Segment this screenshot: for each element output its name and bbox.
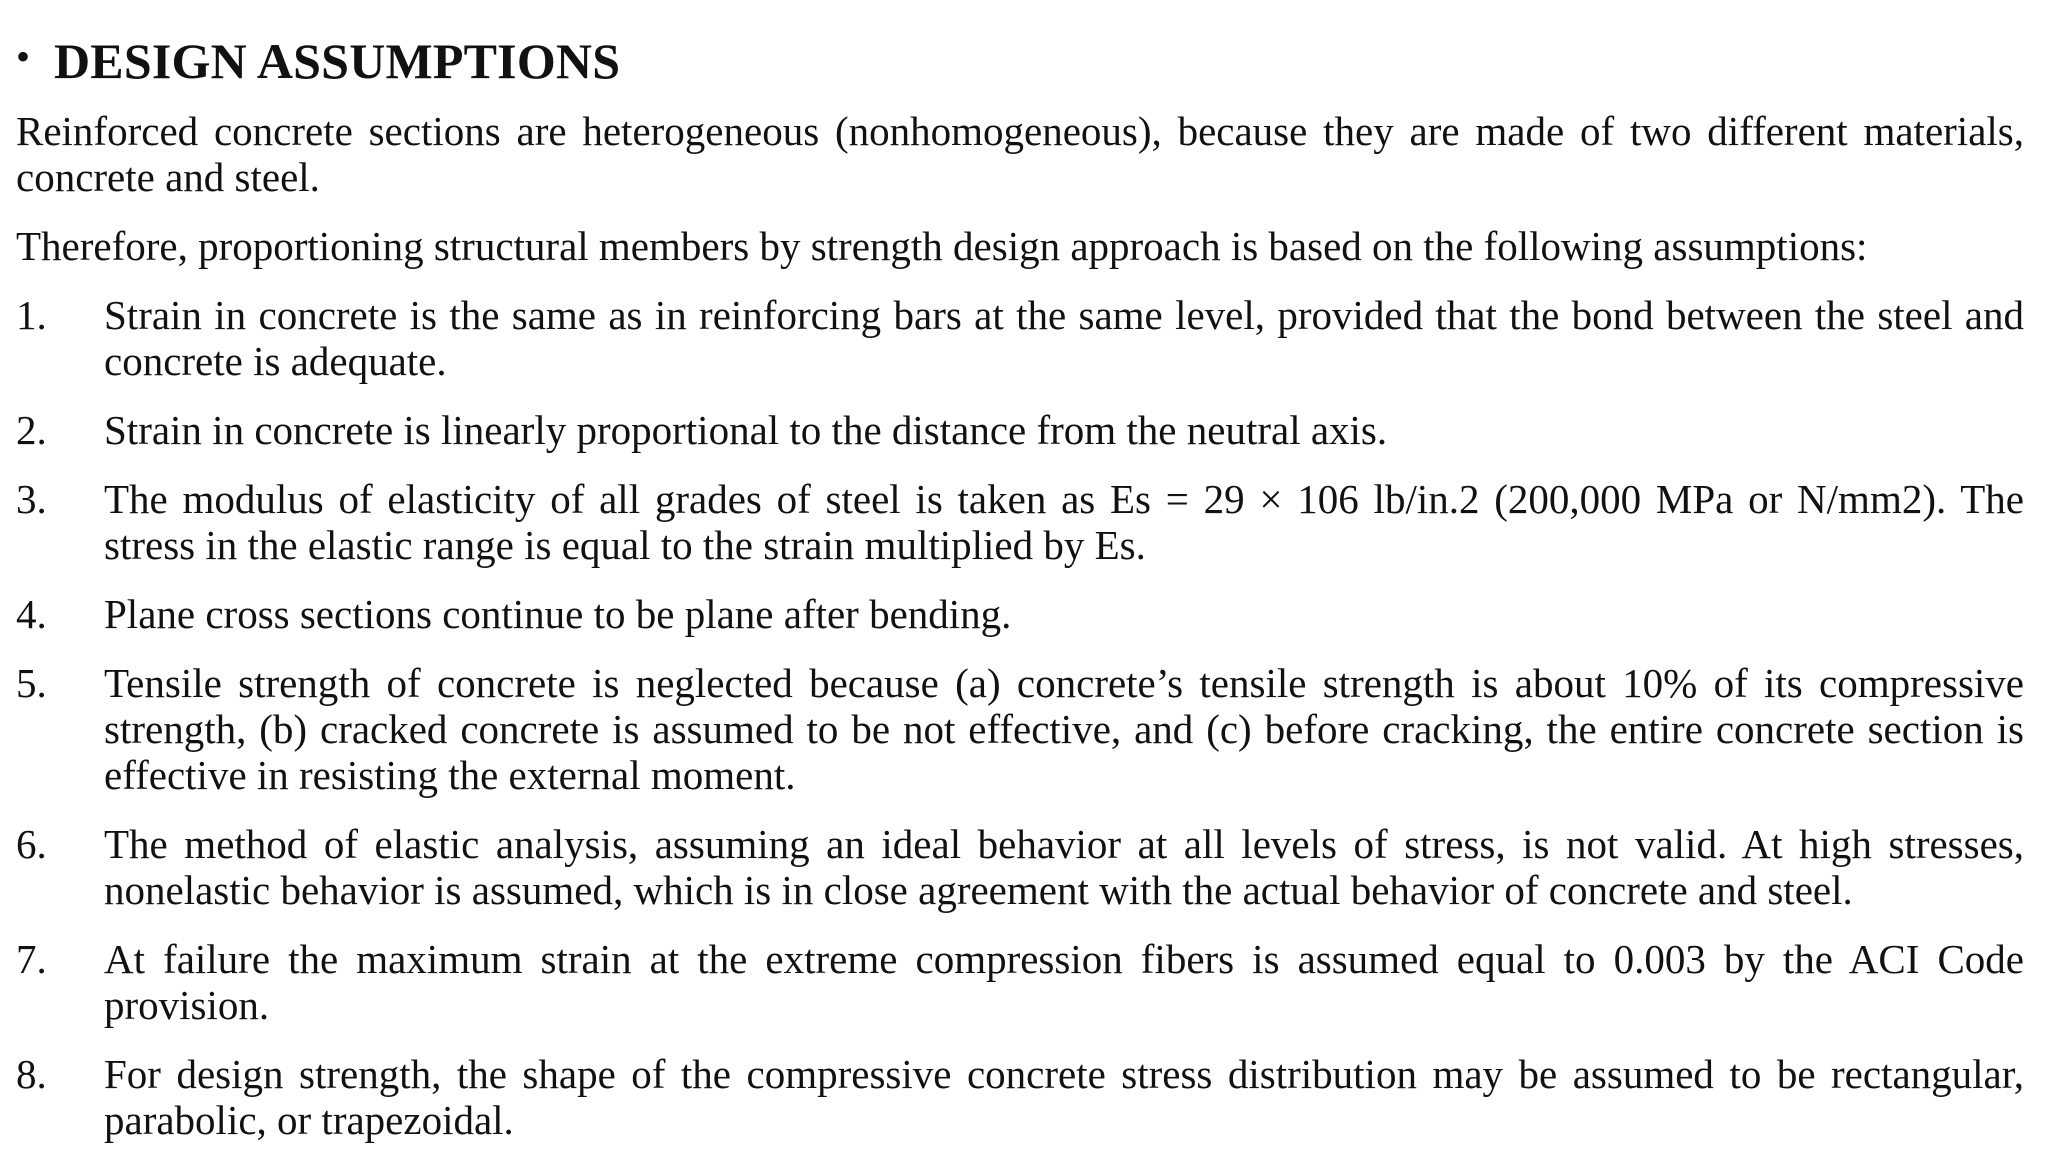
list-number: 5. [16, 660, 47, 706]
assumptions-list [16, 292, 2024, 1143]
list-item-text: The method of elastic analysis, assuming an ideal behavior at all levels of stress, is not valid. At high stresses, nonelastic behavior is assumed, which is in close agreement with the actual behavior of concrete and steel. [104, 821, 2024, 913]
intro-paragraph: Reinforced concrete sections are heterogeneous (nonhomogeneous), because they are made of two different materials, concrete and steel. [16, 108, 2024, 200]
list-item-text: Strain in concrete is linearly proportional to the distance from the neutral axis. [104, 407, 1388, 453]
list-number: 2. [16, 407, 47, 453]
list-item [16, 1051, 2024, 1143]
bullet-icon: • [16, 34, 31, 79]
list-item-text: For design strength, the shape of the compressive concrete stress distribution may be assumed to be rectangular, parabolic, or trapezoidal. [104, 1051, 2024, 1143]
heading-row [16, 30, 2024, 92]
list-number: 6. [16, 821, 47, 867]
list-item-text: Plane cross sections continue to be plane after bending. [104, 591, 1012, 637]
list-item-text: Tensile strength of concrete is neglected because (a) concrete’s tensile strength is about 10% of its compressive strength, (b) cracked concrete is assumed to be not effective, and (c) before cracking, the entire concrete section is effective in resisting the external moment. [104, 660, 2024, 798]
list-item [16, 660, 2024, 798]
list-number: 1. [16, 292, 47, 338]
list-item-text: At failure the maximum strain at the extreme compression fibers is assumed equal to 0.003 by the ACI Code provision. [104, 936, 2024, 1028]
list-item [16, 407, 2024, 453]
list-item [16, 936, 2024, 1028]
list-item [16, 292, 2024, 384]
list-item-text: The modulus of elasticity of all grades of steel is taken as Es = 29 × 106 lb/in.2 (200,000 MPa or N/mm2). The stress in the elastic range is equal to the strain multiplied by Es. [104, 476, 2024, 568]
list-item [16, 821, 2024, 913]
list-number: 7. [16, 936, 47, 982]
list-item [16, 591, 2024, 637]
list-number: 3. [16, 476, 47, 522]
list-item [16, 476, 2024, 568]
intro-paragraph: Therefore, proportioning structural members by strength design approach is based on the following assumptions: [16, 223, 1868, 269]
slide-content [16, 30, 2024, 1166]
list-item-text: Strain in concrete is the same as in reinforcing bars at the same level, provided that the bond between the steel and concrete is adequate. [104, 292, 2024, 384]
list-number: 8. [16, 1051, 47, 1097]
list-number: 4. [16, 591, 47, 637]
page-title: DESIGN ASSUMPTIONS [54, 33, 621, 89]
